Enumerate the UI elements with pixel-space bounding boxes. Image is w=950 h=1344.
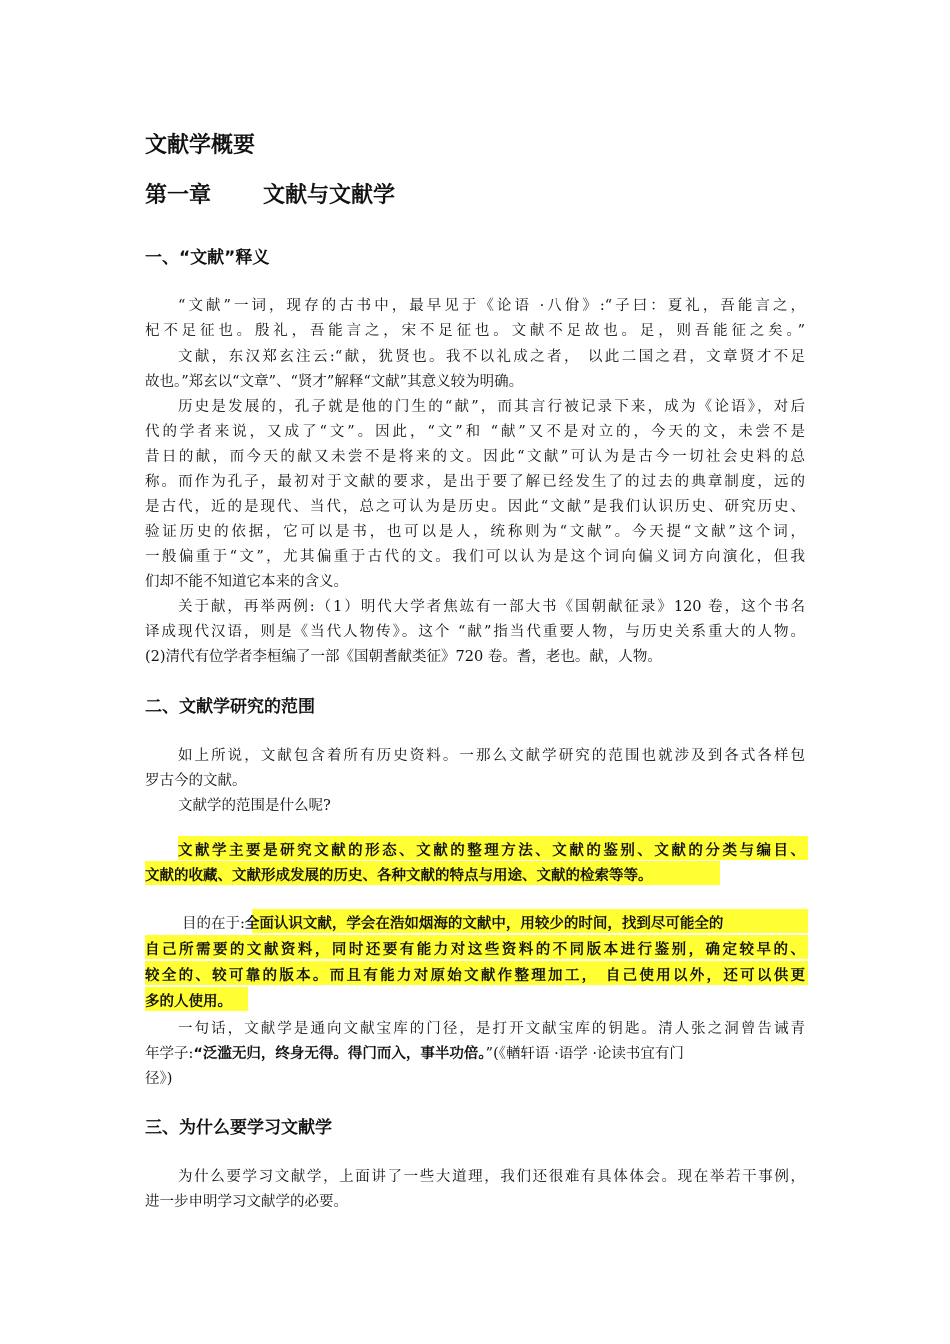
closing-suffix: ”(《輶轩语 ·语学 ·论读书宜有门	[485, 1046, 684, 1062]
purpose-line	[182, 912, 808, 933]
paragraph-line: 进一步申明学习文献学的必要。	[145, 1194, 348, 1210]
paragraph-line: “文献”一词，现存的古书中，最早见于《论语 ·八佾》:“子曰：夏礼，吾能言之，	[178, 298, 805, 314]
paragraph-line: 故也。”郑玄以“文章”、“贤才”解释“文献”其意义较为明确。	[145, 374, 524, 390]
document-title: 文献学概要	[145, 133, 256, 158]
paragraph-line: 代的学者来说，又成了“文”。因此，“文”和 “献”又不是对立的，今天的文，未尝不是	[145, 424, 805, 440]
paragraph-line: 历史是发展的，孔子就是他的门生的“献”，而其言行被记录下来，成为《论语》，对后	[178, 399, 805, 415]
section-heading-3: 三、为什么要学习文献学	[145, 1118, 332, 1138]
paragraph-line: 称。而作为孔子，最初对于文献的要求，是出于要了解已经发生了的过去的典章制度，远的	[145, 474, 805, 490]
highlighted-purpose-line: 多的人使用。	[145, 994, 232, 1010]
paragraph-line: 一般偏重于“文”，尤其偏重于古代的文。我们可以认为是这个词向偏义词方向演化，但我	[145, 549, 805, 565]
highlighted-scope-line: 文献学主要是研究文献的形态、文献的整理方法、文献的鉴别、文献的分类与编目、	[178, 843, 805, 859]
closing-prefix: 年学子:	[145, 1046, 194, 1062]
paragraph-line: (2)清代有位学者李桓编了一部《国朝耆献类征》720 卷。耆，老也。献，人物。	[145, 649, 662, 665]
paragraph-line	[145, 1042, 805, 1063]
paragraph-line: 如上所说，文献包含着所有历史资料。一那么文献学研究的范围也就涉及到各式各样包	[178, 748, 805, 764]
highlighted-scope-line: 文献的收藏、文献形成发展的历史、各种文献的特点与用途、文献的检索等等。	[145, 868, 653, 884]
paragraph-line: 径》)	[145, 1071, 173, 1087]
highlighted-purpose-line: 较全的、较可靠的版本。而且有能力对原始文献作整理加工， 自己使用以外，还可以供更	[145, 968, 805, 984]
paragraph-line: 是古代，近的是现代、当代，总之可认为是历史。因此“文献”是我们认识历史、研究历史、	[145, 499, 805, 515]
section-heading-1: 一、“文献”释义	[145, 248, 270, 268]
highlighted-purpose-line: 自己所需要的文献资料，同时还要有能力对这些资料的不同版本进行鉴别，确定较早的、	[145, 942, 805, 958]
paragraph-line: 罗古今的文献。	[145, 773, 247, 789]
paragraph-line: 昔日的献，而今天的献又未尝不是将来的文。因此“文献”可认为是古今一切社会史料的总	[145, 449, 805, 465]
section-heading-2: 二、文献学研究的范围	[145, 697, 315, 717]
paragraph-line: 关于献，再举两例:（1）明代大学者焦竑有一部大书《国朝献征录》120 卷，这个书名	[178, 599, 805, 615]
chapter-number: 第一章	[145, 183, 212, 208]
chapter-heading	[145, 178, 395, 209]
paragraph-line: 杞不足征也。殷礼，吾能言之，宋不足征也。文献不足故也。足，则吾能征之矣。”	[145, 323, 805, 339]
paragraph-line: 验证历史的依据，它可以是书，也可以是人，统称则为“文献”。今天提“文献”这个词，	[145, 524, 805, 540]
paragraph-line: 为什么要学习文献学，上面讲了一些大道理，我们还很难有具体体会。现在举若干事例，	[178, 1169, 805, 1185]
purpose-label: 目的在于:	[182, 916, 245, 932]
paragraph-line: 一句话，文献学是通向文献宝库的门径，是打开文献宝库的钥匙。清人张之洞曾告诫青	[178, 1021, 805, 1037]
paragraph-line: 译成现代汉语，则是《当代人物传》。这个 “献”指当代重要人物，与历史关系重大的人物。	[145, 624, 805, 640]
paragraph-line: 文献，东汉郑玄注云:“献，犹贤也。我不以礼成之者， 以此二国之君，文章贤才不足	[178, 349, 805, 365]
paragraph-line: 文献学的范围是什么呢?	[178, 798, 331, 814]
highlighted-purpose-text: 全面认识文献，学会在浩如烟海的文献中，用较少的时间，找到尽可能全的	[244, 916, 724, 932]
paragraph-line: 们却不能不知道它本来的含义。	[145, 574, 348, 590]
zhang-zhidong-quote: “泛滥无归，终身无得。得门而入，事半功倍。	[193, 1046, 486, 1062]
chapter-title: 文献与文献学	[263, 183, 396, 208]
